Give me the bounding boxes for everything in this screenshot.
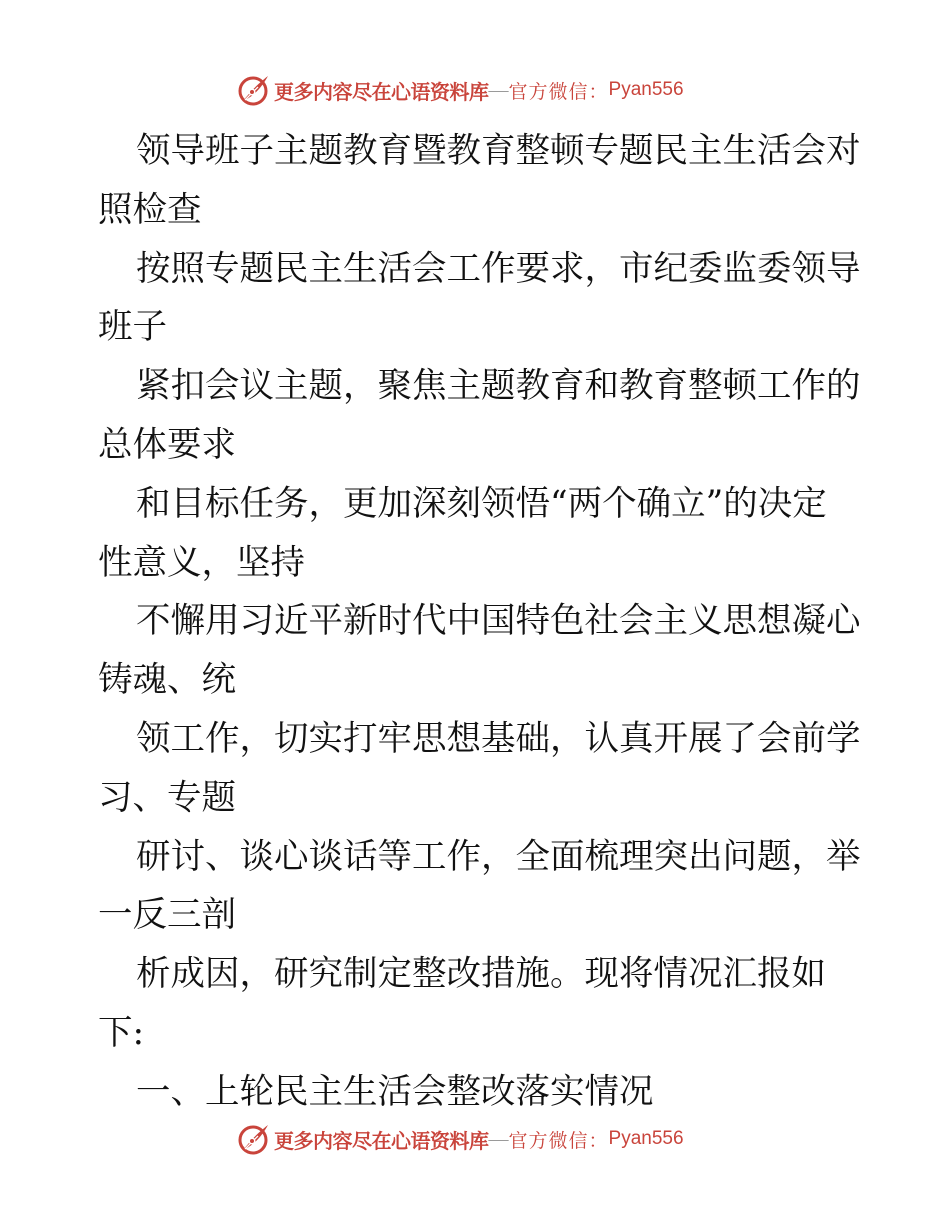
- banner-official-label: 官方微信：: [508, 80, 609, 103]
- banner-wechat-id: Pyan556: [608, 1128, 684, 1149]
- banner-official-label: 官方微信：: [508, 1129, 609, 1152]
- paragraph-line: 习、专题: [98, 777, 236, 818]
- paragraph-line: 铸魂、统: [98, 660, 236, 701]
- paragraph-line: 性意义，坚持: [98, 542, 305, 583]
- paragraph-line: 和目标任务，更加深刻领悟“两个确立”的决定: [136, 483, 827, 524]
- banner-dash: —: [488, 78, 509, 101]
- feather-pen-logo-icon: [236, 72, 272, 108]
- document-body: [98, 122, 861, 1122]
- document-title-line: 照检查: [98, 189, 202, 230]
- header-banner[interactable]: [236, 72, 684, 108]
- paragraph-line: 不懈用习近平新时代中国特色社会主义思想凝心: [136, 601, 861, 642]
- paragraph-line: 研讨、谈心谈话等工作，全面梳理突出问题，举: [136, 836, 861, 877]
- paragraph-line: 班子: [98, 307, 167, 348]
- paragraph-line: 析成因，研究制定整改措施。现将情况汇报如: [136, 954, 826, 995]
- banner-dash: —: [488, 1127, 509, 1150]
- paragraph-line: 按照专题民主生活会工作要求，市纪委监委领导: [136, 248, 861, 289]
- banner-site-name: 更多内容尽在心语资料库: [274, 79, 489, 104]
- footer-banner[interactable]: [236, 1121, 684, 1157]
- banner-wechat-id: Pyan556: [608, 79, 684, 100]
- feather-pen-logo-icon: [236, 1121, 272, 1157]
- paragraph-line: 一反三剖: [98, 895, 236, 936]
- banner-site-name: 更多内容尽在心语资料库: [274, 1128, 489, 1153]
- document-title-line: 领导班子主题教育暨教育整顿专题民主生活会对: [136, 131, 861, 171]
- paragraph-line: 下:: [98, 1012, 145, 1053]
- section-heading: 一、上轮民主生活会整改落实情况: [136, 1071, 654, 1112]
- paragraph-line: 总体要求: [98, 424, 236, 465]
- paragraph-line: 领工作，切实打牢思想基础，认真开展了会前学: [136, 718, 861, 759]
- paragraph-line: 紧扣会议主题，聚焦主题教育和教育整顿工作的: [136, 366, 861, 407]
